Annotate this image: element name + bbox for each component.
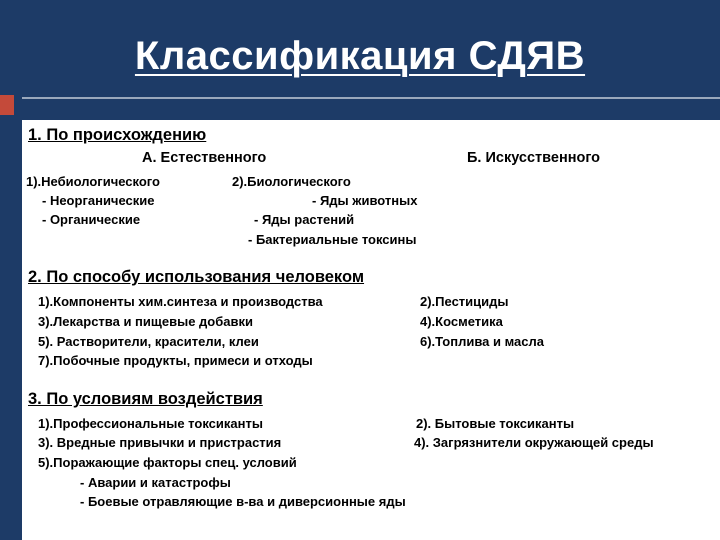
list-item: 4).Косметика	[420, 314, 503, 329]
list-item: - Боевые отравляющие в-ва и диверсионные яды	[80, 494, 406, 509]
subhead-artificial: Б. Искусственного	[467, 150, 601, 166]
section-heading-usage: 2. По способу использования человеком	[28, 268, 365, 286]
list-item: 7).Побочные продукты, примеси и отходы	[38, 353, 313, 368]
list-item: 1).Компоненты хим.синтеза и производства	[38, 294, 323, 309]
list-item: 4). Загрязнители окружающей среды	[414, 435, 654, 450]
title-divider	[22, 97, 720, 99]
list-item: - Яды животных	[312, 193, 418, 208]
list-item: 5). Растворители, красители, клеи	[38, 334, 259, 349]
section-heading-conditions: 3. По условиям воздействия	[28, 390, 263, 408]
slide-title: Классификация СДЯВ	[134, 34, 586, 78]
list-item: - Органические	[42, 212, 141, 227]
list-item: - Яды растений	[254, 212, 355, 227]
content-panel	[22, 120, 720, 540]
list-item: - Бактериальные токсины	[248, 232, 417, 247]
section-heading-origin: 1. По происхождению	[28, 126, 207, 144]
list-item: 3). Вредные привычки и пристрастия	[38, 435, 282, 450]
list-item: 5).Поражающие факторы спец. условий	[38, 455, 297, 470]
list-item: 6).Топлива и масла	[420, 334, 544, 349]
list-item: 2). Бытовые токсиканты	[416, 416, 575, 431]
list-item: 2).Пестициды	[420, 294, 509, 309]
accent-bar	[0, 95, 14, 115]
list-item: - Аварии и катастрофы	[80, 475, 231, 490]
list-item: 2).Биологического	[232, 174, 351, 189]
list-item: - Неорганические	[42, 193, 155, 208]
subhead-natural: А. Естественного	[142, 150, 267, 166]
list-item: 1).Небиологического	[26, 174, 160, 189]
list-item: 3).Лекарства и пищевые добавки	[38, 314, 253, 329]
list-item: 1).Профессиональные токсиканты	[38, 416, 263, 431]
